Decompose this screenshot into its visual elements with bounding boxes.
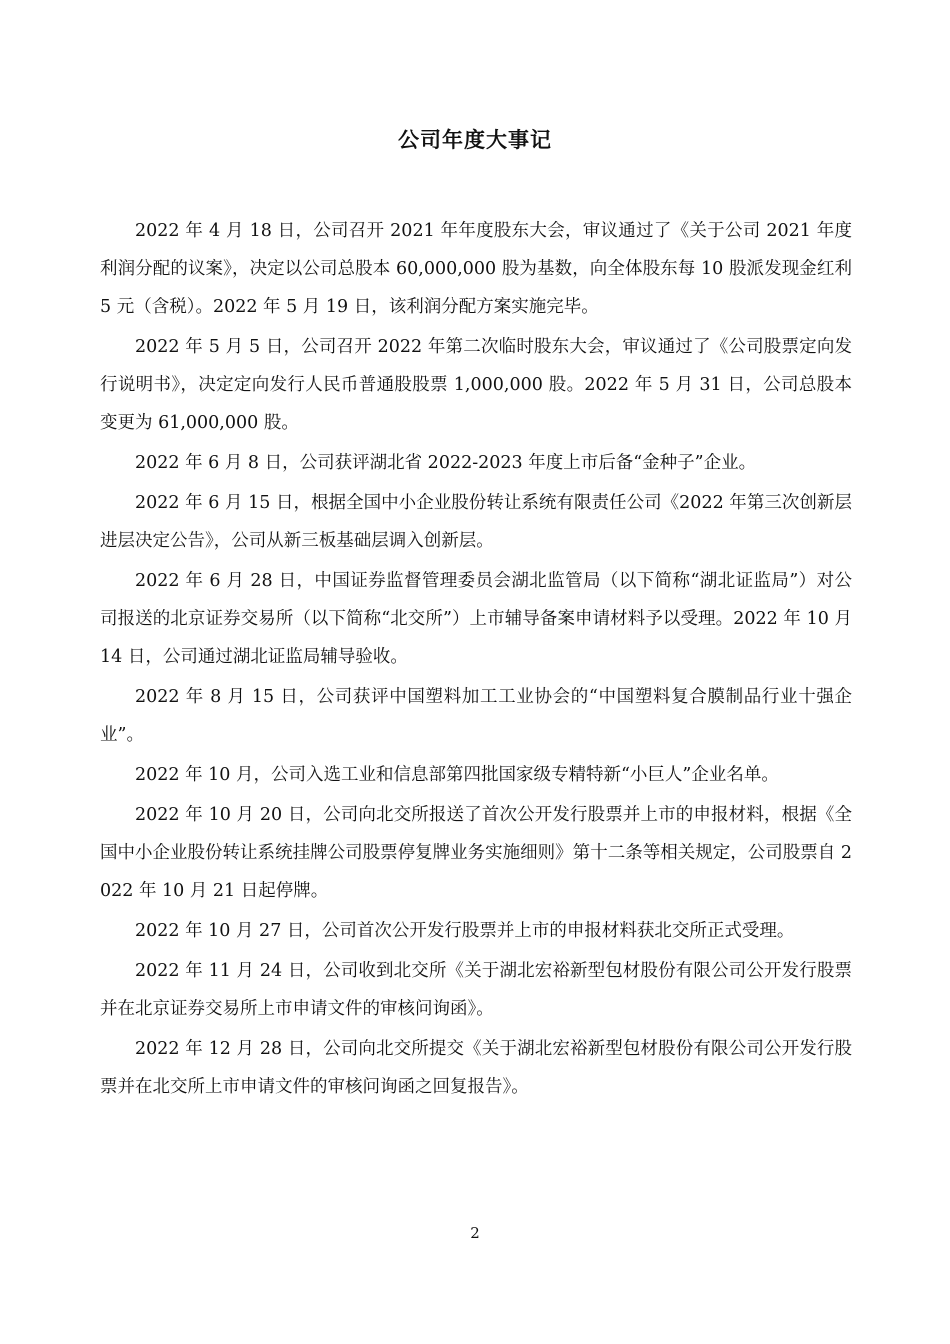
document-title: 公司年度大事记 [398,128,552,152]
paragraph-event-3: 2022 年 6 月 8 日，公司获评湖北省 2022-2023 年度上市后备“金种子”企业。 [135,453,757,473]
paragraph-event-2: 2022 年 5 月 5 日，公司召开 2022 年第二次临时股东大会，审议通过了《公司股票定向发行说明书》，决定定向发行人民币普通股股票 1,000,000 股。2022 年 5 月 31 日，公司总股本变更为 61,000,000 股。 [100,337,852,433]
page-number: 2 [470,1224,480,1242]
document-body [100,212,852,1108]
paragraph-event-1: 2022 年 4 月 18 日，公司召开 2021 年年度股东大会，审议通过了《关于公司 2021 年度利润分配的议案》，决定以公司总股本 60,000,000 股为基数，向全体股东每 10 股派发现金红利 5 元（含税）。2022 年 5 月 19 日，该利润分配方案实施完毕。 [100,221,852,317]
paragraph-event-9: 2022 年 10 月 27 日，公司首次公开发行股票并上市的申报材料获北交所正式受理。 [135,921,795,941]
paragraph-event-4: 2022 年 6 月 15 日，根据全国中小企业股份转让系统有限责任公司《2022 年第三次创新层进层决定公告》，公司从新三板基础层调入创新层。 [100,493,852,551]
paragraph-event-10: 2022 年 11 月 24 日，公司收到北交所《关于湖北宏裕新型包材股份有限公司公开发行股票并在北京证券交易所上市申请文件的审核问询函》。 [100,961,852,1019]
paragraph-event-5: 2022 年 6 月 28 日，中国证券监督管理委员会湖北监管局（以下简称“湖北证监局”）对公司报送的北京证券交易所（以下简称“北交所”）上市辅导备案申请材料予以受理。2022 年 10 月 14 日，公司通过湖北证监局辅导验收。 [100,571,852,667]
paragraph-event-7: 2022 年 10 月，公司入选工业和信息部第四批国家级专精特新“小巨人”企业名单。 [135,765,779,785]
paragraph-event-6: 2022 年 8 月 15 日，公司获评中国塑料加工工业协会的“中国塑料复合膜制品行业十强企业”。 [100,687,852,745]
paragraph-event-11: 2022 年 12 月 28 日，公司向北交所提交《关于湖北宏裕新型包材股份有限公司公开发行股票并在北交所上市申请文件的审核问询函之回复报告》。 [100,1039,852,1097]
paragraph-event-8: 2022 年 10 月 20 日，公司向北交所报送了首次公开发行股票并上市的申报材料，根据《全国中小企业股份转让系统挂牌公司股票停复牌业务实施细则》第十二条等相关规定，公司股票自 2022 年 10 月 21 日起停牌。 [100,805,852,901]
